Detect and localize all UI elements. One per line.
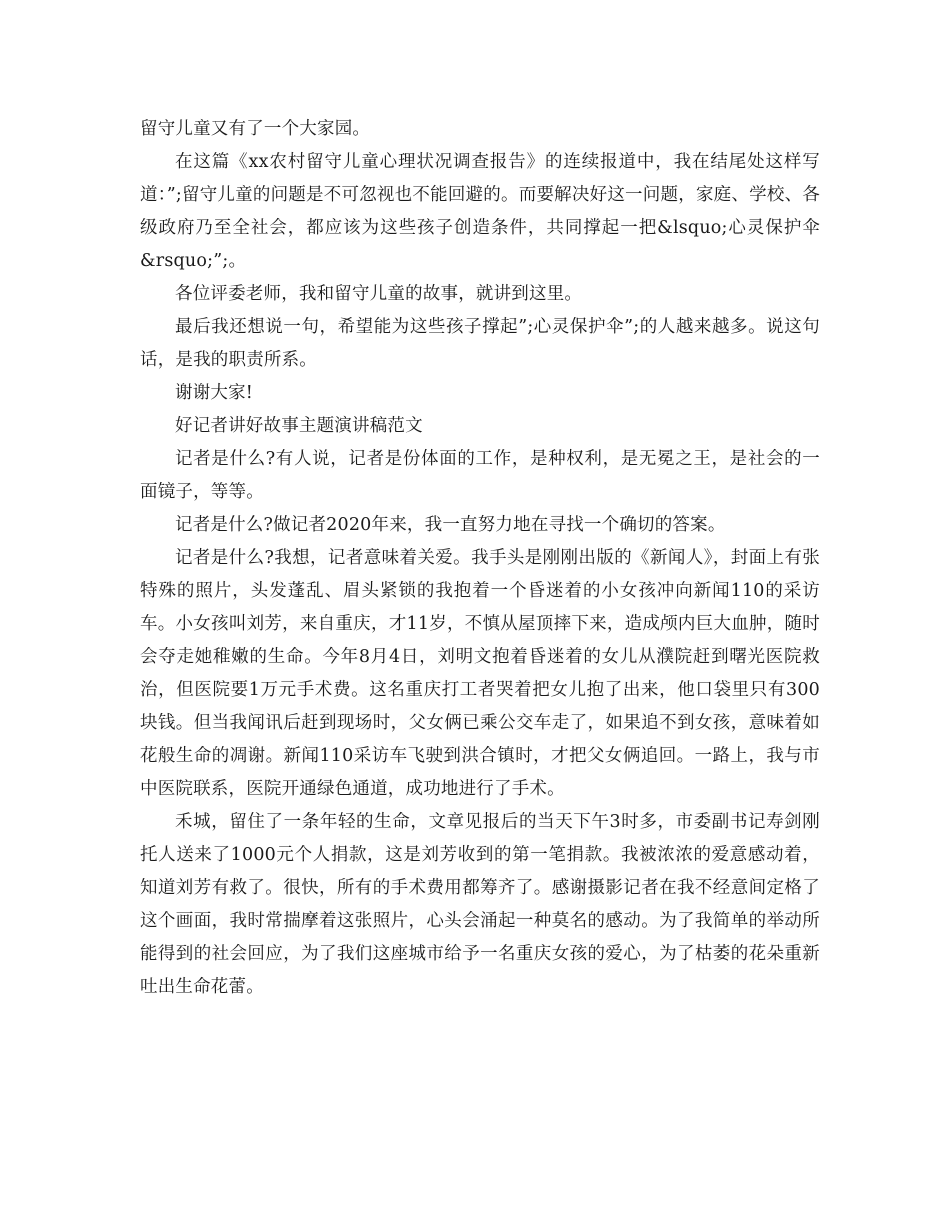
paragraph-what-is-journalist-1: 记者是什么?有人说，记者是份体面的工作，是种权利，是无冕之王，是社会的一面镜子，等等。 [140,449,820,502]
paragraph-final-wish: 最后我还想说一句，希望能为这些孩子撑起”;心灵保护伞”;的人越来越多。说这句话，是我的职责所系。 [140,317,820,370]
paragraph-what-is-journalist-3: 记者是什么?我想，记者意味着关爱。我手头是刚刚出版的《新闻人》，封面上有张特殊的照片，头发蓬乱、眉头紧锁的我抱着一个昏迷着的小女孩冲向新闻110的采访车。小女孩叫刘芳，来自重庆，才11岁，不慎从屋顶摔下来，造成颅内巨大血肿，随时会夺走她稚嫩的生命。今年8月4日，刘明文抱着昏迷着的女儿从濮院赶到曙光医院救治，但医院要1万元手术费。这名重庆打工者哭着把女儿抱了出来，他口袋里只有300块钱。但当我闻讯后赶到现场时，父女俩已乘公交车走了，如果追不到女孩，意味着如花般生命的凋谢。新闻110采访车飞驶到洪合镇时，才把父女俩追回。一路上，我与市中医院联系，医院开通绿色通道，成功地进行了手术。 [140,548,820,799]
paragraph-continuation: 留守儿童又有了一个大家园。 [140,119,371,139]
paragraph-what-is-journalist-2: 记者是什么?做记者2020年来，我一直努力地在寻找一个确切的答案。 [175,515,726,535]
paragraph-closing-story: 各位评委老师，我和留守儿童的故事，就讲到这里。 [175,284,583,304]
document-body [140,113,820,1004]
section-title: 好记者讲好故事主题演讲稿范文 [175,416,423,436]
paragraph-thanks: 谢谢大家! [175,383,254,403]
paragraph-jiaxing-story: 禾城，留住了一条年轻的生命，文章见报后的当天下午3时多，市委副书记寿剑刚托人送来了1000元个人捐款，这是刘芳收到的第一笔捐款。我被浓浓的爱意感动着，知道刘芳有救了。很快，所有的手术费用都筹齐了。感谢摄影记者在我不经意间定格了这个画面，我时常揣摩着这张照片，心头会涌起一种莫名的感动。为了我简单的举动所能得到的社会回应，为了我们这座城市给予一名重庆女孩的爱心，为了枯萎的花朵重新吐出生命花蕾。 [140,812,820,997]
paragraph-report-quote: 在这篇《xx农村留守儿童心理状况调查报告》的连续报道中，我在结尾处这样写道：”;留守儿童的问题是不可忽视也不能回避的。而要解决好这一问题，家庭、学校、各级政府乃至全社会，都应该为这些孩子创造条件，共同撑起一把&lsquo;心灵保护伞&rsquo;”;。 [140,152,820,271]
